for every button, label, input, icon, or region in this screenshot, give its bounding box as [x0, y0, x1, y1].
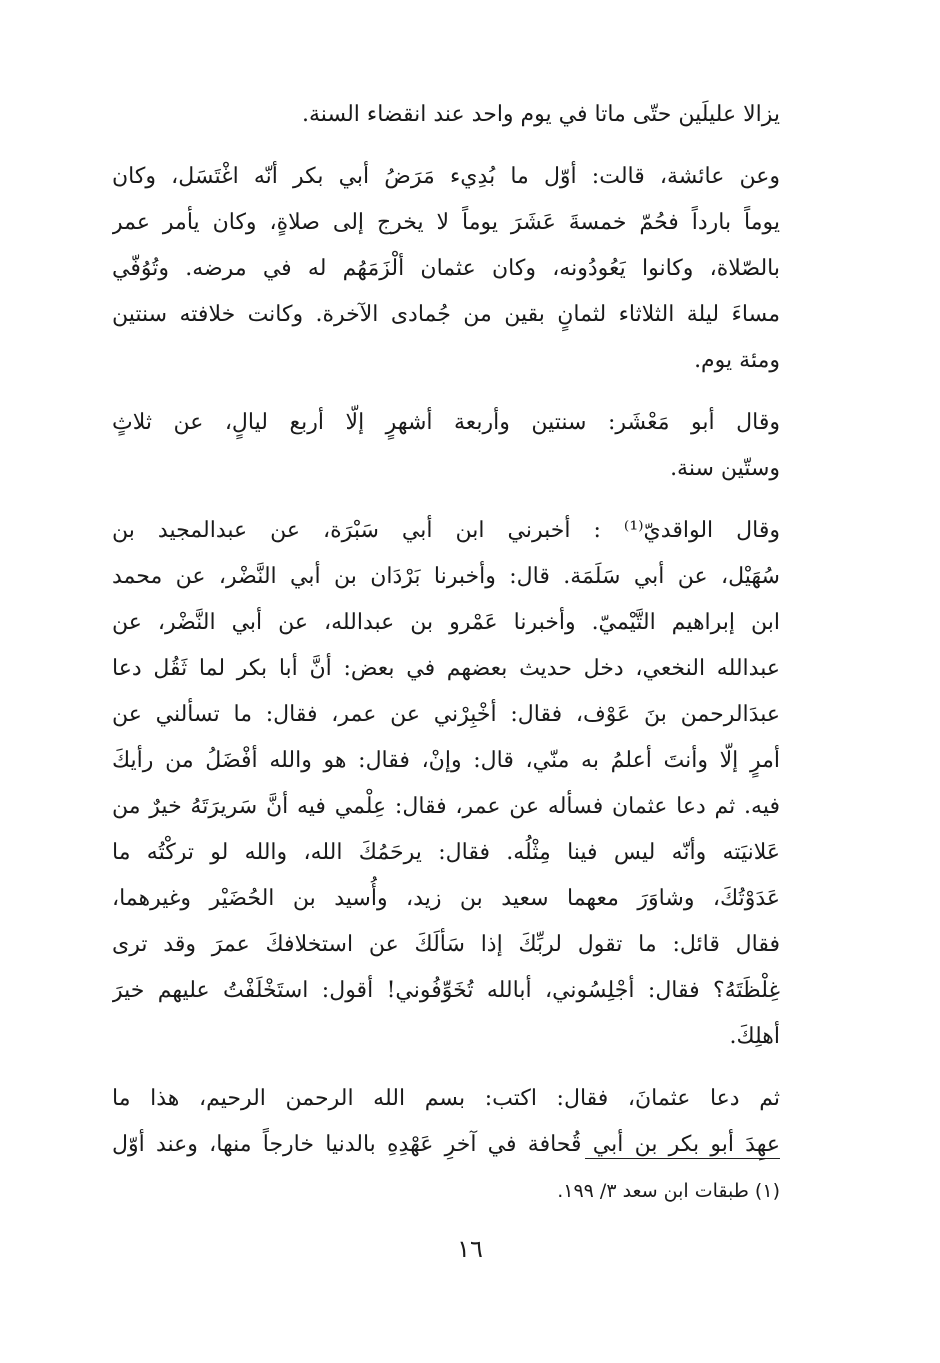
- footnote-divider: [585, 1158, 780, 1159]
- text-line: يزالا عليلَين حتّى ماتا في يوم واحد عند انقضاء السنة.: [302, 102, 780, 127]
- text-line: وقال الواقديّ⁽¹⁾ : أخبرني ابن أبي سَبْرَة، عن عبدالمجيد بن: [112, 518, 780, 543]
- text-line: ثم دعا عثمانَ، فقال: اكتب: بسم الله الرحمن الرحيم، هذا ما: [112, 1086, 780, 1111]
- text-line: ابن إبراهيم التَّيْميّ. وأخبرنا عَمْرو بن عبدالله، عن أبي النَّضْر، عن: [112, 610, 780, 635]
- text-line: بالصّلاة، وكانوا يَعُودُونه، وكان عثمان ألْزَمَهُم له في مرضه. وتُوُفّي: [112, 256, 780, 281]
- text-line: أمرٍ إلّا وأنتَ أعلمُ به منّي، قال: وإنْ، فقال: هو والله أفْضَلُ من رأيكَ: [112, 748, 780, 773]
- text-line: عبدالله النخعي، دخل حديث بعضهم في بعض: أنَّ أبا بكر لما ثَقُل دعا: [112, 656, 780, 681]
- text-line: وستّين سنة.: [670, 456, 780, 481]
- text-line: وعن عائشة، قالت: أوّل ما بُدِيء مَرَضُ أبي بكر أنّه اغْتَسَل، وكان: [112, 164, 780, 189]
- text-line: مساءَ ليلة الثلاثاء لثمانٍ بقين من جُمادى الآخرة. وكانت خلافته سنتين: [112, 302, 780, 327]
- text-line: وقال أبو مَعْشَر: سنتين وأربعة أشهرٍ إلّا أربع ليالٍ، عن ثلاثٍ: [112, 410, 780, 435]
- text-line: عهِدَ أبو بكر بن أبي قُحافة في آخرِ عَهْدِهِ بالدنيا خارجاً منها، وعند أوّل: [112, 1132, 780, 1157]
- text-line: ومئة يوم.: [694, 348, 780, 373]
- paragraph-4: [112, 508, 780, 1060]
- text-line: فيه. ثم دعا عثمان فسأله عن عمر، فقال: عِلْمي فيه أنَّ سَريرَتَهُ خيرٌ من: [112, 794, 780, 819]
- text-line: يوماً بارداً فحُمّ خمسةَ عَشَرَ يوماً لا يخرج إلى صلاةٍ، وكان يأمر عمر: [112, 210, 780, 235]
- text-line: غِلْظَتَهُ؟ فقال: أجْلِسُوني، أبالله تُخَوِّفُوني! أقول: استَخْلَفْتُ عليهم خيرَ: [112, 978, 780, 1003]
- paragraph-1: [112, 92, 780, 138]
- main-text: [112, 92, 780, 1168]
- paragraph-2: [112, 154, 780, 384]
- paragraph-5: [112, 1076, 780, 1168]
- text-line: سُهَيْل، عن أبي سَلَمَة. قال: وأخبرنا بَرْدَان بن أبي النَّضْر، عن محمد: [112, 564, 780, 589]
- footnote: (١) طبقات ابن سعد ٣/ ١٩٩.: [557, 1180, 780, 1202]
- text-line: أهلِكَ.: [729, 1024, 780, 1049]
- page-number: ١٦: [457, 1235, 483, 1263]
- text-line: عَدَوْتُكَ، وشاوَرَ معهما سعيد بن زيد، وأُسيد بن الحُضَيْر وغيرهما،: [112, 886, 780, 911]
- text-line: فقال قائل: ما تقول لربِّكَ إذا سَألَكَ عن استخلافكَ عمرَ وقد ترى: [112, 932, 780, 957]
- text-line: عبدَالرحمن بنَ عَوْف، فقال: أخْبِرْني عن عمر، فقال: ما تسألني عن: [112, 702, 780, 727]
- text-line: عَلانيَته وأنّه ليس فينا مِثْلُه. فقال: يرحَمُكَ الله، والله لو تركْتُه ما: [112, 840, 780, 865]
- paragraph-3: [112, 400, 780, 492]
